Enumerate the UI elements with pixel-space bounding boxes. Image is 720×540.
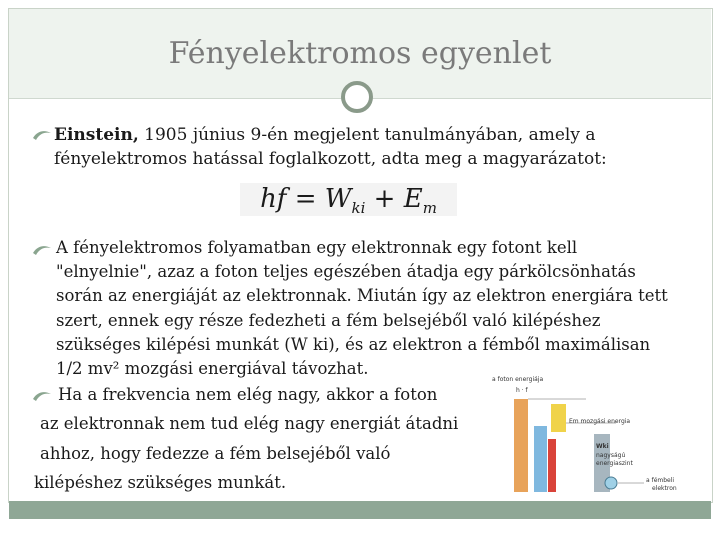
bullet-swoosh-icon <box>32 244 52 256</box>
electron-desc2: elektron <box>652 485 677 492</box>
bullet3-line4: kilépéshez szükséges munkát. <box>34 473 287 492</box>
photon-formula-label: h · f <box>516 387 528 394</box>
bullet3-line2: az elektronnak nem tud elég nagy energiát átadni <box>40 414 459 433</box>
einstein-equation <box>240 183 457 216</box>
bullet-swoosh-icon <box>32 129 52 141</box>
bullet3-line1: Ha a frekvencia nem elég nagy, akkor a foton <box>58 385 438 404</box>
bullet2-line: szükséges kilépési munkát (W ki), és az elektron a fémből maximálisan <box>56 334 651 354</box>
electron-ball <box>605 477 617 489</box>
bullet1-line1-text: 1905 június 9-én megjelent tanulmányában, amely a <box>138 125 596 145</box>
wki-desc2: energiaszint <box>596 460 633 467</box>
bullet2-line: A fényelektromos folyamatban egy elektronnak egy fotont kell <box>56 238 578 257</box>
bullet2-line: "elnyelnie", azaz a foton teljes egészében átadja egy párkölcsönhatás <box>56 262 636 282</box>
bullet2-line: szert, ennek egy része fedezheti a fém belsejéből való kilépéshez <box>56 310 601 330</box>
red-bar <box>548 439 556 492</box>
bullet2-paragraph <box>56 236 668 381</box>
slide-title: Fényelektromos egyenlet <box>168 36 552 71</box>
eq-w: W <box>324 184 352 214</box>
eq-e: E <box>403 184 423 214</box>
footer-band <box>9 501 711 519</box>
eq-e-sub: m <box>422 199 437 218</box>
bullet-swoosh-icon <box>32 390 52 402</box>
wki-bar <box>534 426 547 492</box>
einstein-lead: Einstein, <box>54 125 139 145</box>
eq-plus: + <box>373 184 396 214</box>
bullet2-line: során az energiáját az elektronnak. Miután így az elektron energiára tett <box>56 286 668 306</box>
eq-equals: = <box>294 184 317 214</box>
photon-energy-label: a foton energiája <box>492 376 544 383</box>
ring-ornament <box>341 81 373 113</box>
wki-label: Wki <box>596 443 609 450</box>
bullet3-line3: ahhoz, hogy fedezze a fém belsejéből való <box>40 444 391 463</box>
wki-desc1: nagyságú <box>596 452 626 459</box>
eq-w-sub: ki <box>351 199 366 218</box>
kinetic-energy-bar <box>551 404 566 432</box>
energy-diagram <box>486 371 696 498</box>
bullet2-line: 1/2 mv² mozgási energiával távozhat. <box>56 359 369 379</box>
kinetic-energy-label: Em mozgási energia <box>569 418 631 425</box>
photon-energy-bar <box>514 399 528 492</box>
bullet1-line1 <box>54 124 595 148</box>
bullet1-line2: fényelektromos hatással foglalkozott, adta meg a magyarázatot: <box>54 149 607 169</box>
eq-hf: hf <box>260 184 287 214</box>
electron-desc1: a fémbeli <box>646 477 675 484</box>
